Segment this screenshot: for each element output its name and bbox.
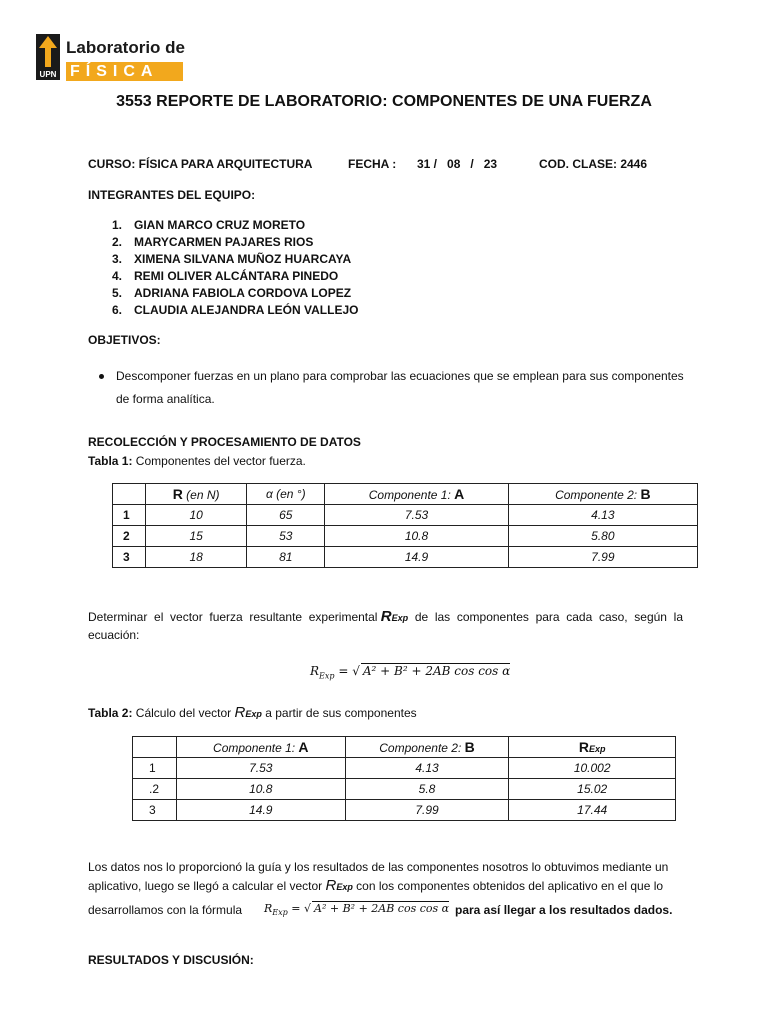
table-row <box>113 547 698 568</box>
upn-logo-mark <box>36 34 60 80</box>
table-header-cell: Componente 2: B <box>508 484 697 505</box>
closing-line-3: desarrollamos con la fórmula <box>88 903 243 917</box>
table-cell: 10 <box>146 505 247 526</box>
table-header-cell: Componente 2: B <box>345 737 509 758</box>
table-row <box>113 505 698 526</box>
team-member: 2. MARYCARMEN PAJARES RIOS <box>112 235 314 249</box>
table-header-cell: Componente 1: A <box>325 484 508 505</box>
bullet-icon <box>99 374 104 379</box>
table-cell: 81 <box>247 547 325 568</box>
table-components <box>112 483 698 568</box>
team-member: 4. REMI OLIVER ALCÁNTARA PINEDO <box>112 269 339 283</box>
table-row <box>133 800 676 821</box>
closing-line-2: aplicativo, luego se llegó a calcular el vector RExp con los componentes obtenidos del aplicativo en el que lo <box>88 877 664 894</box>
formula-rexp: $R_{Exp}$ = √ A² + B² + 2AB cos cos α <box>310 664 511 681</box>
objective-line-2: de forma analítica. <box>116 392 215 406</box>
data-heading: RECOLECCIÓN Y PROCESAMIENTO DE DATOS <box>88 435 361 449</box>
table-row <box>133 779 676 800</box>
team-member: 1. GIAN MARCO CRUZ MORETO <box>112 218 306 232</box>
table-cell: 2 <box>113 526 146 547</box>
objective-line-1: Descomponer fuerzas en un plano para comprobar las ecuaciones que se emplean para sus componentes <box>116 369 684 383</box>
table1-caption: Tabla 1: Componentes del vector fuerza. <box>88 454 306 468</box>
table-cell: 10.8 <box>176 779 345 800</box>
table-cell: 18 <box>146 547 247 568</box>
table-resultant <box>132 736 676 821</box>
date-value: 31 / 08 / 23 <box>417 157 498 171</box>
team-member: 3. XIMENA SILVANA MUÑOZ HUARCAYA <box>112 252 352 266</box>
table-row <box>113 526 698 547</box>
table-cell: 53 <box>247 526 325 547</box>
date-label: FECHA : <box>348 157 397 171</box>
team-member: 6. CLAUDIA ALEJANDRA LEÓN VALLEJO <box>112 303 359 317</box>
table-cell: 3 <box>133 800 177 821</box>
table-cell: 4.13 <box>508 505 697 526</box>
results-heading: RESULTADOS Y DISCUSIÓN: <box>88 953 254 967</box>
table-cell: 7.53 <box>176 758 345 779</box>
table-cell: 5.8 <box>345 779 509 800</box>
table-header-cell: α (en °) <box>247 484 325 505</box>
course-label: CURSO: FÍSICA PARA ARQUITECTURA <box>88 157 313 171</box>
table-header-row <box>113 484 698 505</box>
objectives-heading: OBJETIVOS: <box>88 333 161 347</box>
determine-paragraph: Determinar el vector fuerza resultante experimental RExp de las componentes para cada caso, según la <box>88 608 683 625</box>
table-cell: .2 <box>133 779 177 800</box>
table-cell: 7.53 <box>325 505 508 526</box>
table-cell: 14.9 <box>176 800 345 821</box>
table-cell: 5.80 <box>508 526 697 547</box>
logo-subtitle: FÍSICA <box>70 63 159 80</box>
formula-rexp-inline: $R_{Exp}$ = √ A² + B² + 2AB cos cos α <box>264 902 450 918</box>
table2-caption: Tabla 2: Cálculo del vector RExp a partir de sus componentes <box>88 704 417 721</box>
determine-line-2: ecuación: <box>88 628 140 642</box>
table-cell: 1 <box>133 758 177 779</box>
logo-upn-text: UPN <box>39 70 57 79</box>
table-cell: 65 <box>247 505 325 526</box>
table-header-row <box>133 737 676 758</box>
table-cell: 7.99 <box>345 800 509 821</box>
table-header-cell <box>133 737 177 758</box>
table-header-cell: RExp <box>509 737 676 758</box>
table-cell: 15 <box>146 526 247 547</box>
table-cell: 4.13 <box>345 758 509 779</box>
team-heading: INTEGRANTES DEL EQUIPO: <box>88 188 256 202</box>
table-cell: 10.8 <box>325 526 508 547</box>
table-cell: 17.44 <box>509 800 676 821</box>
closing-line-3-end: para así llegar a los resultados dados. <box>455 903 673 917</box>
table-cell: 15.02 <box>509 779 676 800</box>
class-code: COD. CLASE: 2446 <box>539 157 648 171</box>
table-cell: 1 <box>113 505 146 526</box>
table-header-cell: R (en N) <box>146 484 247 505</box>
team-member: 5. ADRIANA FABIOLA CORDOVA LOPEZ <box>112 286 352 300</box>
table-cell: 14.9 <box>325 547 508 568</box>
table-cell: 3 <box>113 547 146 568</box>
table-header-cell <box>113 484 146 505</box>
table-header-cell: Componente 1: A <box>176 737 345 758</box>
table-row <box>133 758 676 779</box>
logo-arrow-stem <box>45 47 51 67</box>
table-cell: 7.99 <box>508 547 697 568</box>
logo-title: Laboratorio de <box>66 38 186 57</box>
report-title: 3553 REPORTE DE LABORATORIO: COMPONENTES DE UNA FUERZA <box>116 93 652 110</box>
closing-line-1: Los datos nos lo proporcionó la guía y los resultados de las componentes nosotros lo obtuvimos mediante un <box>88 860 669 874</box>
table-cell: 10.002 <box>509 758 676 779</box>
